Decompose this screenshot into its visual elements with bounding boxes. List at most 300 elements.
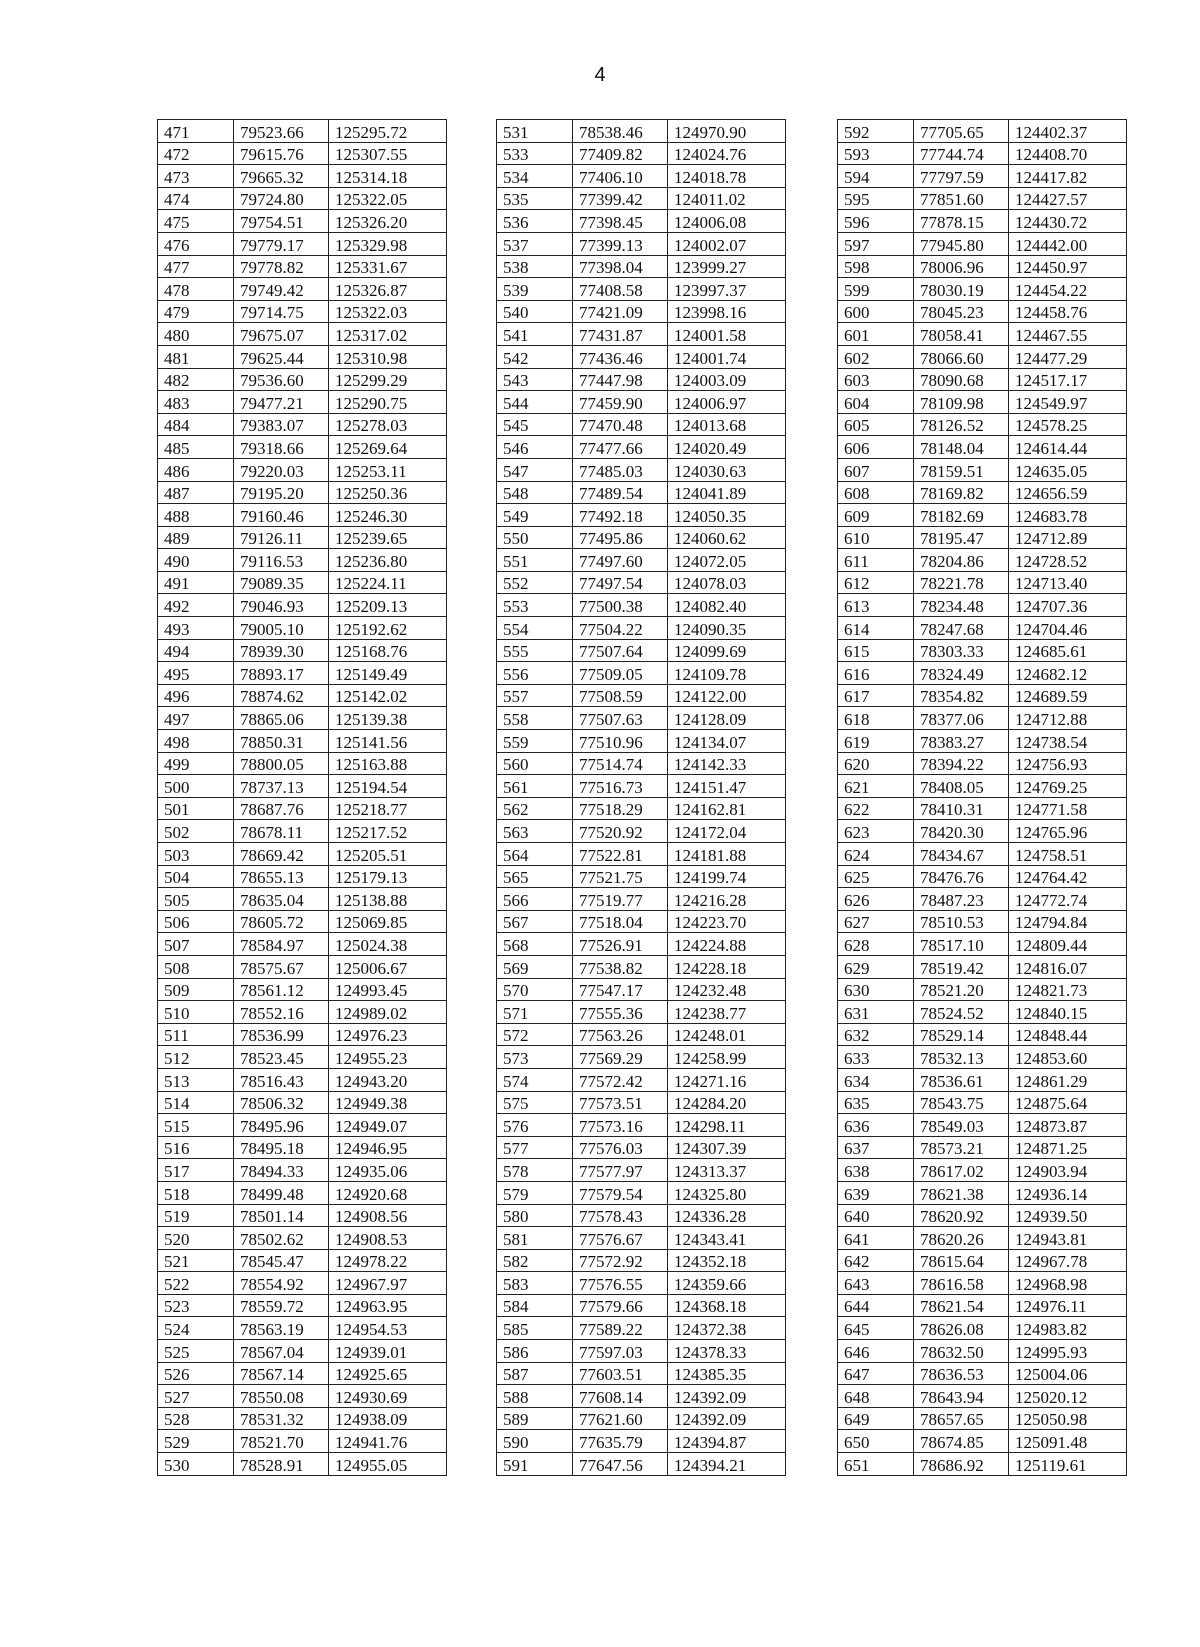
y-coordinate-cell: 125278.03 (329, 413, 447, 436)
x-coordinate-cell: 78495.96 (234, 1114, 329, 1137)
x-coordinate-cell: 77569.29 (573, 1046, 668, 1069)
point-number-cell: 630 (838, 978, 914, 1001)
y-coordinate-cell: 125004.06 (1009, 1362, 1127, 1385)
point-number-cell: 487 (158, 481, 234, 504)
point-number-cell: 648 (838, 1385, 914, 1408)
x-coordinate-cell: 78148.04 (914, 436, 1009, 459)
table-row (158, 278, 447, 301)
table-row (158, 232, 447, 255)
x-coordinate-cell: 79477.21 (234, 391, 329, 414)
table-row (838, 255, 1127, 278)
table-row (497, 1340, 786, 1363)
point-number-cell: 647 (838, 1362, 914, 1385)
y-coordinate-cell: 124006.97 (668, 391, 786, 414)
table-row (158, 797, 447, 820)
x-coordinate-cell: 78410.31 (914, 797, 1009, 820)
y-coordinate-cell: 125322.05 (329, 187, 447, 210)
y-coordinate-cell: 124704.46 (1009, 617, 1127, 640)
point-number-cell: 547 (497, 458, 573, 481)
y-coordinate-cell: 124712.89 (1009, 526, 1127, 549)
y-coordinate-cell: 125224.11 (329, 571, 447, 594)
x-coordinate-cell: 78549.03 (914, 1114, 1009, 1137)
x-coordinate-cell: 77597.03 (573, 1340, 668, 1363)
point-number-cell: 606 (838, 436, 914, 459)
y-coordinate-cell: 124871.25 (1009, 1136, 1127, 1159)
x-coordinate-cell: 77577.97 (573, 1159, 668, 1182)
x-coordinate-cell: 78182.69 (914, 504, 1009, 527)
y-coordinate-cell: 124656.59 (1009, 481, 1127, 504)
x-coordinate-cell: 78006.96 (914, 255, 1009, 278)
table-row (838, 391, 1127, 414)
x-coordinate-cell: 78247.68 (914, 617, 1009, 640)
y-coordinate-cell: 124853.60 (1009, 1046, 1127, 1069)
y-coordinate-cell: 124970.90 (668, 120, 786, 143)
x-coordinate-cell: 77510.96 (573, 730, 668, 753)
point-number-cell: 570 (497, 978, 573, 1001)
x-coordinate-cell: 77514.74 (573, 752, 668, 775)
table-row (158, 120, 447, 143)
x-coordinate-cell: 79383.07 (234, 413, 329, 436)
x-coordinate-cell: 78620.26 (914, 1227, 1009, 1250)
x-coordinate-cell: 78499.48 (234, 1181, 329, 1204)
x-coordinate-cell: 77705.65 (914, 120, 1009, 143)
point-number-cell: 539 (497, 278, 573, 301)
x-coordinate-cell: 78324.49 (914, 662, 1009, 685)
y-coordinate-cell: 124402.37 (1009, 120, 1127, 143)
x-coordinate-cell: 77500.38 (573, 594, 668, 617)
x-coordinate-cell: 78420.30 (914, 820, 1009, 843)
point-number-cell: 579 (497, 1181, 573, 1204)
point-number-cell: 552 (497, 571, 573, 594)
table-row (158, 978, 447, 1001)
y-coordinate-cell: 124949.38 (329, 1091, 447, 1114)
x-coordinate-cell: 79778.82 (234, 255, 329, 278)
y-coordinate-cell: 124938.09 (329, 1407, 447, 1430)
point-number-cell: 613 (838, 594, 914, 617)
y-coordinate-cell: 124967.78 (1009, 1249, 1127, 1272)
y-coordinate-cell: 124408.70 (1009, 142, 1127, 165)
table-row (838, 888, 1127, 911)
y-coordinate-cell: 124903.94 (1009, 1159, 1127, 1182)
x-coordinate-cell: 77576.03 (573, 1136, 668, 1159)
y-coordinate-cell: 124030.63 (668, 458, 786, 481)
y-coordinate-cell: 124394.87 (668, 1430, 786, 1453)
table-row (838, 1136, 1127, 1159)
y-coordinate-cell: 125179.13 (329, 865, 447, 888)
point-number-cell: 600 (838, 300, 914, 323)
y-coordinate-cell: 125142.02 (329, 684, 447, 707)
x-coordinate-cell: 79749.42 (234, 278, 329, 301)
y-coordinate-cell: 125307.55 (329, 142, 447, 165)
table-row (497, 707, 786, 730)
y-coordinate-cell: 125295.72 (329, 120, 447, 143)
point-number-cell: 550 (497, 526, 573, 549)
table-row (838, 368, 1127, 391)
table-row (497, 481, 786, 504)
y-coordinate-cell: 124430.72 (1009, 210, 1127, 233)
y-coordinate-cell: 124946.95 (329, 1136, 447, 1159)
x-coordinate-cell: 77608.14 (573, 1385, 668, 1408)
x-coordinate-cell: 78516.43 (234, 1068, 329, 1091)
y-coordinate-cell: 125141.56 (329, 730, 447, 753)
y-coordinate-cell: 124090.35 (668, 617, 786, 640)
x-coordinate-cell: 77576.67 (573, 1227, 668, 1250)
point-number-cell: 489 (158, 526, 234, 549)
point-number-cell: 584 (497, 1294, 573, 1317)
y-coordinate-cell: 124002.07 (668, 232, 786, 255)
y-coordinate-cell: 123999.27 (668, 255, 786, 278)
table-row (838, 933, 1127, 956)
y-coordinate-cell: 125299.29 (329, 368, 447, 391)
table-row (497, 458, 786, 481)
x-coordinate-cell: 77744.74 (914, 142, 1009, 165)
table-row (497, 300, 786, 323)
x-coordinate-cell: 77406.10 (573, 165, 668, 188)
point-number-cell: 504 (158, 865, 234, 888)
y-coordinate-cell: 125290.75 (329, 391, 447, 414)
x-coordinate-cell: 79220.03 (234, 458, 329, 481)
table-row (497, 1023, 786, 1046)
y-coordinate-cell: 124477.29 (1009, 345, 1127, 368)
y-coordinate-cell: 124450.97 (1009, 255, 1127, 278)
table-row (497, 1091, 786, 1114)
table-row (838, 210, 1127, 233)
y-coordinate-cell: 124352.18 (668, 1249, 786, 1272)
table-row (497, 797, 786, 820)
y-coordinate-cell: 124313.37 (668, 1159, 786, 1182)
y-coordinate-cell: 124908.56 (329, 1204, 447, 1227)
y-coordinate-cell: 124968.98 (1009, 1272, 1127, 1295)
y-coordinate-cell: 124549.97 (1009, 391, 1127, 414)
table-row (838, 820, 1127, 843)
point-number-cell: 642 (838, 1249, 914, 1272)
x-coordinate-cell: 78524.52 (914, 1001, 1009, 1024)
table-row (158, 549, 447, 572)
point-number-cell: 621 (838, 775, 914, 798)
point-number-cell: 568 (497, 933, 573, 956)
y-coordinate-cell: 124967.97 (329, 1272, 447, 1295)
table-row (497, 865, 786, 888)
y-coordinate-cell: 125326.20 (329, 210, 447, 233)
table-row (158, 775, 447, 798)
table-row (158, 1181, 447, 1204)
point-number-cell: 592 (838, 120, 914, 143)
table-row (838, 1181, 1127, 1204)
x-coordinate-cell: 78030.19 (914, 278, 1009, 301)
table-row (838, 1204, 1127, 1227)
y-coordinate-cell: 125317.02 (329, 323, 447, 346)
y-coordinate-cell: 124707.36 (1009, 594, 1127, 617)
x-coordinate-cell: 78655.13 (234, 865, 329, 888)
y-coordinate-cell: 124995.93 (1009, 1340, 1127, 1363)
y-coordinate-cell: 124738.54 (1009, 730, 1127, 753)
point-number-cell: 628 (838, 933, 914, 956)
x-coordinate-cell: 78045.23 (914, 300, 1009, 323)
x-coordinate-cell: 79754.51 (234, 210, 329, 233)
table-row (497, 1204, 786, 1227)
table-row (158, 1159, 447, 1182)
table-row (497, 1362, 786, 1385)
y-coordinate-cell: 125331.67 (329, 255, 447, 278)
point-number-cell: 499 (158, 752, 234, 775)
x-coordinate-cell: 77421.09 (573, 300, 668, 323)
point-number-cell: 624 (838, 843, 914, 866)
table-row (158, 843, 447, 866)
point-number-cell: 566 (497, 888, 573, 911)
point-number-cell: 557 (497, 684, 573, 707)
y-coordinate-cell: 125322.03 (329, 300, 447, 323)
table-row (497, 1068, 786, 1091)
y-coordinate-cell: 124392.09 (668, 1385, 786, 1408)
table-row (158, 1068, 447, 1091)
table-row (497, 278, 786, 301)
y-coordinate-cell: 124078.03 (668, 571, 786, 594)
table-row (158, 865, 447, 888)
x-coordinate-cell: 77573.51 (573, 1091, 668, 1114)
x-coordinate-cell: 78552.16 (234, 1001, 329, 1024)
y-coordinate-cell: 124454.22 (1009, 278, 1127, 301)
y-coordinate-cell: 125163.88 (329, 752, 447, 775)
x-coordinate-cell: 77522.81 (573, 843, 668, 866)
x-coordinate-cell: 79675.07 (234, 323, 329, 346)
point-number-cell: 518 (158, 1181, 234, 1204)
point-number-cell: 643 (838, 1272, 914, 1295)
table-row (158, 1227, 447, 1250)
point-number-cell: 484 (158, 413, 234, 436)
x-coordinate-cell: 77489.54 (573, 481, 668, 504)
x-coordinate-cell: 78354.82 (914, 684, 1009, 707)
point-number-cell: 536 (497, 210, 573, 233)
table-row (497, 413, 786, 436)
table-row (497, 1385, 786, 1408)
table-row (497, 662, 786, 685)
point-number-cell: 599 (838, 278, 914, 301)
table-row (497, 1046, 786, 1069)
x-coordinate-cell: 79046.93 (234, 594, 329, 617)
table-row (838, 617, 1127, 640)
table-row (838, 797, 1127, 820)
point-number-cell: 574 (497, 1068, 573, 1091)
table-row (838, 1068, 1127, 1091)
table-row (838, 1227, 1127, 1250)
point-number-cell: 610 (838, 526, 914, 549)
y-coordinate-cell: 124006.08 (668, 210, 786, 233)
point-number-cell: 475 (158, 210, 234, 233)
y-coordinate-cell: 124873.87 (1009, 1114, 1127, 1137)
table-row (158, 1340, 447, 1363)
x-coordinate-cell: 77621.60 (573, 1407, 668, 1430)
x-coordinate-cell: 78126.52 (914, 413, 1009, 436)
y-coordinate-cell: 124993.45 (329, 978, 447, 1001)
y-coordinate-cell: 124976.23 (329, 1023, 447, 1046)
y-coordinate-cell: 124394.21 (668, 1453, 786, 1476)
table-row (497, 526, 786, 549)
table-row (158, 1385, 447, 1408)
x-coordinate-cell: 77563.26 (573, 1023, 668, 1046)
point-number-cell: 615 (838, 639, 914, 662)
table-row (497, 752, 786, 775)
table-row (497, 1114, 786, 1137)
y-coordinate-cell: 124151.47 (668, 775, 786, 798)
y-coordinate-cell: 124989.02 (329, 1001, 447, 1024)
x-coordinate-cell: 77507.63 (573, 707, 668, 730)
table-row (158, 1046, 447, 1069)
x-coordinate-cell: 77572.92 (573, 1249, 668, 1272)
x-coordinate-cell: 79523.66 (234, 120, 329, 143)
point-number-cell: 503 (158, 843, 234, 866)
y-coordinate-cell: 124024.76 (668, 142, 786, 165)
y-coordinate-cell: 124635.05 (1009, 458, 1127, 481)
x-coordinate-cell: 78584.97 (234, 933, 329, 956)
y-coordinate-cell: 124458.76 (1009, 300, 1127, 323)
coordinate-table-3 (837, 119, 1127, 1476)
table-row (838, 413, 1127, 436)
point-number-cell: 517 (158, 1159, 234, 1182)
y-coordinate-cell: 124935.06 (329, 1159, 447, 1182)
point-number-cell: 611 (838, 549, 914, 572)
x-coordinate-cell: 78494.33 (234, 1159, 329, 1182)
table-row (838, 594, 1127, 617)
point-number-cell: 629 (838, 955, 914, 978)
x-coordinate-cell: 78538.46 (573, 120, 668, 143)
point-number-cell: 507 (158, 933, 234, 956)
point-number-cell: 545 (497, 413, 573, 436)
table-row (497, 1227, 786, 1250)
point-number-cell: 641 (838, 1227, 914, 1250)
point-number-cell: 515 (158, 1114, 234, 1137)
point-number-cell: 482 (158, 368, 234, 391)
x-coordinate-cell: 77521.75 (573, 865, 668, 888)
x-coordinate-cell: 78377.06 (914, 707, 1009, 730)
y-coordinate-cell: 125217.52 (329, 820, 447, 843)
point-number-cell: 578 (497, 1159, 573, 1182)
y-coordinate-cell: 124840.15 (1009, 1001, 1127, 1024)
y-coordinate-cell: 124378.33 (668, 1340, 786, 1363)
y-coordinate-cell: 125168.76 (329, 639, 447, 662)
x-coordinate-cell: 78502.62 (234, 1227, 329, 1250)
point-number-cell: 485 (158, 436, 234, 459)
x-coordinate-cell: 78567.04 (234, 1340, 329, 1363)
table-row (838, 1249, 1127, 1272)
point-number-cell: 513 (158, 1068, 234, 1091)
y-coordinate-cell: 124976.11 (1009, 1294, 1127, 1317)
table-row (497, 594, 786, 617)
table-row (158, 165, 447, 188)
x-coordinate-cell: 78737.13 (234, 775, 329, 798)
table-row (158, 300, 447, 323)
y-coordinate-cell: 124427.57 (1009, 187, 1127, 210)
y-coordinate-cell: 124821.73 (1009, 978, 1127, 1001)
x-coordinate-cell: 78554.92 (234, 1272, 329, 1295)
x-coordinate-cell: 78517.10 (914, 933, 1009, 956)
y-coordinate-cell: 124372.38 (668, 1317, 786, 1340)
point-number-cell: 521 (158, 1249, 234, 1272)
table-row (838, 978, 1127, 1001)
x-coordinate-cell: 77647.56 (573, 1453, 668, 1476)
point-number-cell: 563 (497, 820, 573, 843)
table-row (838, 571, 1127, 594)
table-row (158, 255, 447, 278)
y-coordinate-cell: 125020.12 (1009, 1385, 1127, 1408)
table-row (838, 707, 1127, 730)
x-coordinate-cell: 78674.85 (914, 1430, 1009, 1453)
y-coordinate-cell: 124442.00 (1009, 232, 1127, 255)
point-number-cell: 471 (158, 120, 234, 143)
table-row (838, 526, 1127, 549)
x-coordinate-cell: 78408.05 (914, 775, 1009, 798)
table-row (838, 639, 1127, 662)
x-coordinate-cell: 79625.44 (234, 345, 329, 368)
point-number-cell: 553 (497, 594, 573, 617)
table-row (838, 1362, 1127, 1385)
x-coordinate-cell: 78495.18 (234, 1136, 329, 1159)
point-number-cell: 636 (838, 1114, 914, 1137)
table-row (497, 820, 786, 843)
y-coordinate-cell: 124765.96 (1009, 820, 1127, 843)
point-number-cell: 650 (838, 1430, 914, 1453)
point-number-cell: 549 (497, 504, 573, 527)
point-number-cell: 602 (838, 345, 914, 368)
x-coordinate-cell: 78090.68 (914, 368, 1009, 391)
table-row (838, 662, 1127, 685)
point-number-cell: 645 (838, 1317, 914, 1340)
x-coordinate-cell: 79665.32 (234, 165, 329, 188)
point-number-cell: 604 (838, 391, 914, 414)
table-row (158, 142, 447, 165)
point-number-cell: 559 (497, 730, 573, 753)
x-coordinate-cell: 77504.22 (573, 617, 668, 640)
x-coordinate-cell: 77555.36 (573, 1001, 668, 1024)
y-coordinate-cell: 124943.81 (1009, 1227, 1127, 1250)
y-coordinate-cell: 125069.85 (329, 910, 447, 933)
point-number-cell: 483 (158, 391, 234, 414)
point-number-cell: 619 (838, 730, 914, 753)
point-number-cell: 522 (158, 1272, 234, 1295)
x-coordinate-cell: 78563.19 (234, 1317, 329, 1340)
x-coordinate-cell: 77635.79 (573, 1430, 668, 1453)
y-coordinate-cell: 124954.53 (329, 1317, 447, 1340)
table-row (838, 1046, 1127, 1069)
x-coordinate-cell: 79116.53 (234, 549, 329, 572)
point-number-cell: 524 (158, 1317, 234, 1340)
point-number-cell: 567 (497, 910, 573, 933)
y-coordinate-cell: 124467.55 (1009, 323, 1127, 346)
x-coordinate-cell: 78066.60 (914, 345, 1009, 368)
table-row (158, 1249, 447, 1272)
table-row (497, 232, 786, 255)
x-coordinate-cell: 79005.10 (234, 617, 329, 640)
table-row (838, 458, 1127, 481)
x-coordinate-cell: 79615.76 (234, 142, 329, 165)
table-row (158, 571, 447, 594)
table-row (838, 1430, 1127, 1453)
point-number-cell: 614 (838, 617, 914, 640)
point-number-cell: 565 (497, 865, 573, 888)
point-number-cell: 554 (497, 617, 573, 640)
point-number-cell: 595 (838, 187, 914, 210)
y-coordinate-cell: 124271.16 (668, 1068, 786, 1091)
y-coordinate-cell: 124099.69 (668, 639, 786, 662)
x-coordinate-cell: 78519.42 (914, 955, 1009, 978)
y-coordinate-cell: 124769.25 (1009, 775, 1127, 798)
x-coordinate-cell: 78303.33 (914, 639, 1009, 662)
table-row (158, 526, 447, 549)
table-row (838, 1001, 1127, 1024)
x-coordinate-cell: 78550.08 (234, 1385, 329, 1408)
point-number-cell: 576 (497, 1114, 573, 1137)
y-coordinate-cell: 124003.09 (668, 368, 786, 391)
x-coordinate-cell: 77507.64 (573, 639, 668, 662)
